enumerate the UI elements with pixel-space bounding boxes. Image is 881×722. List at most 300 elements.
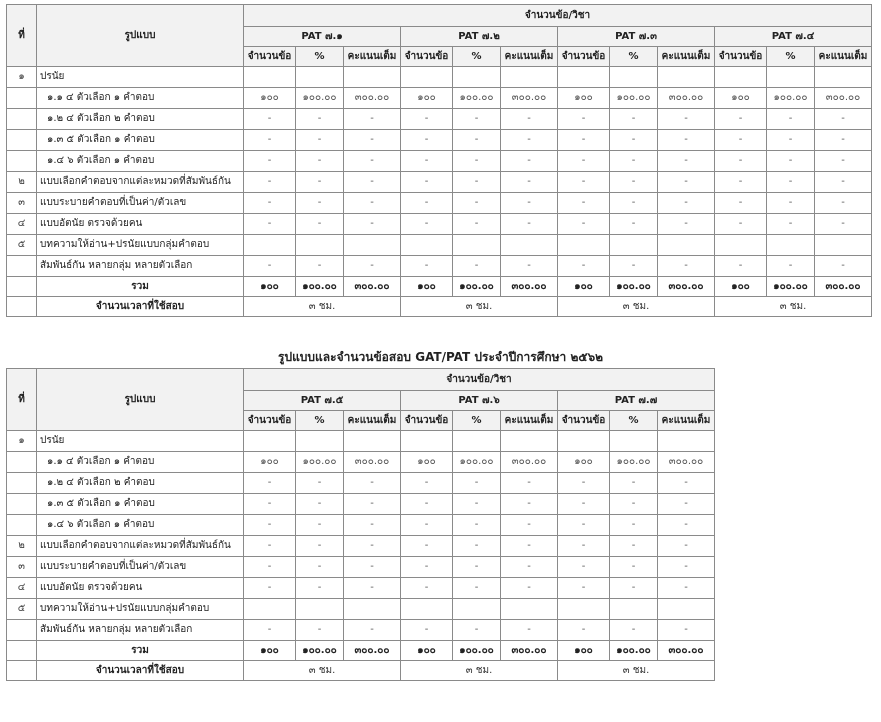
row-value-cell: - (453, 536, 501, 557)
row-value-cell: - (610, 578, 658, 599)
total-row (7, 277, 872, 297)
row-value-cell: - (244, 620, 296, 641)
row-value-cell: - (610, 494, 658, 515)
row-value-cell: - (815, 109, 872, 130)
row-value-cell: - (610, 130, 658, 151)
row-value-cell (558, 67, 610, 88)
row-value-cell: - (501, 151, 558, 172)
row-value-cell (244, 67, 296, 88)
total-value-cell: ๑๐๐.๐๐ (453, 277, 501, 297)
row-value-cell: - (344, 620, 401, 641)
row-value-cell (453, 599, 501, 620)
row-number (7, 452, 37, 473)
row-value-cell: - (558, 172, 610, 193)
row-value-cell (296, 599, 344, 620)
row-number (7, 515, 37, 536)
col-count-header: จำนวนข้อ (244, 411, 296, 431)
row-value-cell: - (558, 130, 610, 151)
row-number: ๒ (7, 172, 37, 193)
subject-header: PAT ๗.๒ (401, 27, 558, 47)
table-row (7, 88, 872, 109)
row-value-cell: - (558, 256, 610, 277)
row-number (7, 473, 37, 494)
row-value-cell: - (558, 214, 610, 235)
row-value-cell: ๑๐๐.๐๐ (296, 88, 344, 109)
total-value-cell: ๑๐๐ (715, 277, 767, 297)
row-value-cell: - (401, 109, 453, 130)
row-value-cell: - (658, 193, 715, 214)
row-value-cell: - (296, 172, 344, 193)
subject-header: PAT ๗.๓ (558, 27, 715, 47)
row-value-cell (244, 431, 296, 452)
table-row (7, 452, 715, 473)
row-value-cell: - (658, 473, 715, 494)
row-value-cell: - (658, 172, 715, 193)
total-value-cell: ๑๐๐ (244, 641, 296, 661)
table-row (7, 172, 872, 193)
row-value-cell (558, 235, 610, 256)
row-value-cell: - (658, 109, 715, 130)
table-row (7, 67, 872, 88)
row-number (7, 256, 37, 277)
total-value-cell: ๑๐๐.๐๐ (296, 277, 344, 297)
row-value-cell: - (344, 130, 401, 151)
row-value-cell: - (501, 473, 558, 494)
row-value-cell (296, 67, 344, 88)
row-value-cell: ๑๐๐.๐๐ (453, 88, 501, 109)
row-number (7, 151, 37, 172)
row-value-cell: - (296, 130, 344, 151)
row-value-cell: - (453, 620, 501, 641)
time-no-cell (7, 297, 37, 317)
subject-header: PAT ๗.๑ (244, 27, 401, 47)
row-value-cell: - (767, 172, 815, 193)
row-value-cell: - (296, 557, 344, 578)
subject-header: PAT ๗.๔ (715, 27, 872, 47)
row-value-cell (296, 235, 344, 256)
row-value-cell: - (401, 557, 453, 578)
exam-format-table (6, 368, 715, 681)
row-value-cell: - (344, 536, 401, 557)
time-value-cell: ๓ ชม. (244, 661, 401, 681)
total-no-cell (7, 277, 37, 297)
row-value-cell: - (501, 130, 558, 151)
row-value-cell: - (715, 130, 767, 151)
row-value-cell: - (453, 214, 501, 235)
row-value-cell: - (558, 620, 610, 641)
row-number: ๒ (7, 536, 37, 557)
row-format-label: ๑.๔ ๖ ตัวเลือก ๑ คำตอบ (37, 151, 244, 172)
table-row (7, 214, 872, 235)
row-value-cell: - (244, 256, 296, 277)
total-value-cell: ๓๐๐.๐๐ (658, 277, 715, 297)
table-row (7, 599, 715, 620)
subject-header: PAT ๗.๗ (558, 391, 715, 411)
row-value-cell: - (501, 515, 558, 536)
row-value-cell (401, 431, 453, 452)
total-value-cell: ๑๐๐.๐๐ (610, 277, 658, 297)
table-row (7, 557, 715, 578)
row-value-cell (453, 431, 501, 452)
group-header: จำนวนข้อ/วิชา (244, 5, 872, 27)
row-value-cell: - (344, 473, 401, 494)
row-value-cell: - (610, 256, 658, 277)
row-format-label: สัมพันธ์กัน หลายกลุ่ม หลายตัวเลือก (37, 256, 244, 277)
row-value-cell (244, 599, 296, 620)
table-row (7, 473, 715, 494)
exam-format-table (6, 4, 872, 317)
total-value-cell: ๓๐๐.๐๐ (501, 641, 558, 661)
row-value-cell: - (401, 620, 453, 641)
row-value-cell: ๑๐๐.๐๐ (296, 452, 344, 473)
row-value-cell (344, 235, 401, 256)
row-value-cell (501, 431, 558, 452)
col-count-header: จำนวนข้อ (715, 47, 767, 67)
row-value-cell: ๑๐๐.๐๐ (610, 452, 658, 473)
row-format-label: แบบเลือกคำตอบจากแต่ละหมวดที่สัมพันธ์กัน (37, 536, 244, 557)
total-label: รวม (37, 277, 244, 297)
row-value-cell: - (815, 130, 872, 151)
row-value-cell: - (401, 473, 453, 494)
row-value-cell: - (658, 620, 715, 641)
row-value-cell: ๓๐๐.๐๐ (344, 452, 401, 473)
row-value-cell: - (344, 151, 401, 172)
row-value-cell (610, 235, 658, 256)
row-number: ๕ (7, 235, 37, 256)
total-value-cell: ๑๐๐ (244, 277, 296, 297)
row-value-cell: - (815, 151, 872, 172)
row-value-cell: - (453, 172, 501, 193)
row-value-cell: - (658, 494, 715, 515)
header-row (7, 5, 872, 27)
row-value-cell (244, 235, 296, 256)
row-value-cell: - (244, 172, 296, 193)
row-value-cell (401, 235, 453, 256)
col-count-header: จำนวนข้อ (558, 47, 610, 67)
row-value-cell: - (244, 536, 296, 557)
row-number (7, 494, 37, 515)
row-value-cell: - (401, 193, 453, 214)
row-value-cell (658, 431, 715, 452)
row-value-cell: - (815, 256, 872, 277)
row-number (7, 620, 37, 641)
row-number (7, 109, 37, 130)
row-format-label: แบบระบายคำตอบที่เป็นค่า/ตัวเลข (37, 557, 244, 578)
row-value-cell: - (715, 193, 767, 214)
row-value-cell: - (715, 256, 767, 277)
row-number: ๑ (7, 67, 37, 88)
row-format-label: ปรนัย (37, 431, 244, 452)
row-value-cell: - (558, 578, 610, 599)
row-value-cell: - (296, 109, 344, 130)
row-format-label: บทความให้อ่าน+ปรนัยแบบกลุ่มคำตอบ (37, 235, 244, 256)
row-value-cell: - (501, 620, 558, 641)
row-value-cell: - (244, 578, 296, 599)
col-count-header: จำนวนข้อ (401, 47, 453, 67)
row-value-cell: - (658, 130, 715, 151)
row-value-cell: - (558, 536, 610, 557)
page-title: รูปแบบและจำนวนข้อสอบ GAT/PAT ประจำปีการศึกษา ๒๕๖๒ (278, 350, 603, 364)
row-number (7, 130, 37, 151)
row-value-cell (610, 599, 658, 620)
row-format-label: ๑.๑ ๔ ตัวเลือก ๑ คำตอบ (37, 88, 244, 109)
row-format-label: ๑.๒ ๔ ตัวเลือก ๒ คำตอบ (37, 109, 244, 130)
total-value-cell: ๑๐๐ (558, 641, 610, 661)
row-value-cell: - (244, 515, 296, 536)
row-value-cell: - (767, 151, 815, 172)
row-value-cell: - (401, 494, 453, 515)
no-header: ที่ (7, 5, 37, 67)
row-value-cell: - (296, 151, 344, 172)
row-value-cell: - (401, 214, 453, 235)
table-row (7, 130, 872, 151)
row-value-cell: - (296, 620, 344, 641)
row-value-cell: - (610, 214, 658, 235)
row-value-cell: - (344, 214, 401, 235)
row-format-label: สัมพันธ์กัน หลายกลุ่ม หลายตัวเลือก (37, 620, 244, 641)
row-value-cell: - (453, 578, 501, 599)
row-value-cell: - (610, 620, 658, 641)
row-value-cell: - (344, 172, 401, 193)
time-label: จำนวนเวลาที่ใช้สอบ (37, 661, 244, 681)
row-value-cell: - (453, 109, 501, 130)
col-fullscore-header: คะแนนเต็ม (501, 411, 558, 431)
col-percent-header: % (296, 411, 344, 431)
row-format-label: แบบอัตนัย ตรวจด้วยคน (37, 578, 244, 599)
total-value-cell: ๑๐๐.๐๐ (453, 641, 501, 661)
total-value-cell: ๑๐๐.๐๐ (610, 641, 658, 661)
time-label: จำนวนเวลาที่ใช้สอบ (37, 297, 244, 317)
row-value-cell: - (558, 515, 610, 536)
time-value-cell: ๓ ชม. (401, 297, 558, 317)
row-value-cell: ๑๐๐ (244, 88, 296, 109)
row-value-cell: - (610, 193, 658, 214)
row-value-cell: - (501, 256, 558, 277)
col-count-header: จำนวนข้อ (558, 411, 610, 431)
total-value-cell: ๓๐๐.๐๐ (344, 641, 401, 661)
row-format-label: ๑.๒ ๔ ตัวเลือก ๒ คำตอบ (37, 473, 244, 494)
row-value-cell: - (501, 557, 558, 578)
col-percent-header: % (610, 47, 658, 67)
row-value-cell (401, 67, 453, 88)
row-value-cell: - (296, 515, 344, 536)
row-value-cell: - (453, 557, 501, 578)
row-value-cell: - (610, 473, 658, 494)
table-row (7, 109, 872, 130)
row-value-cell: - (344, 557, 401, 578)
row-value-cell: - (715, 172, 767, 193)
col-percent-header: % (296, 47, 344, 67)
row-value-cell (501, 235, 558, 256)
row-format-label: แบบระบายคำตอบที่เป็นค่า/ตัวเลข (37, 193, 244, 214)
row-value-cell: ๑๐๐.๐๐ (453, 452, 501, 473)
col-percent-header: % (453, 411, 501, 431)
row-value-cell: - (767, 193, 815, 214)
total-value-cell: ๑๐๐.๐๐ (767, 277, 815, 297)
row-number: ๔ (7, 578, 37, 599)
row-format-label: ๑.๑ ๔ ตัวเลือก ๑ คำตอบ (37, 452, 244, 473)
row-value-cell (658, 67, 715, 88)
row-value-cell: - (558, 109, 610, 130)
row-value-cell: - (453, 473, 501, 494)
time-no-cell (7, 661, 37, 681)
row-value-cell: - (344, 256, 401, 277)
row-value-cell: - (501, 578, 558, 599)
row-value-cell (453, 235, 501, 256)
row-format-label: ๑.๓ ๕ ตัวเลือก ๑ คำตอบ (37, 494, 244, 515)
time-value-cell: ๓ ชม. (558, 661, 715, 681)
total-value-cell: ๑๐๐ (401, 277, 453, 297)
header-row (7, 369, 715, 391)
row-value-cell: - (767, 256, 815, 277)
row-value-cell: ๓๐๐.๐๐ (658, 88, 715, 109)
row-value-cell (767, 235, 815, 256)
row-value-cell: - (558, 494, 610, 515)
row-value-cell: - (558, 193, 610, 214)
row-format-label: ๑.๓ ๕ ตัวเลือก ๑ คำตอบ (37, 130, 244, 151)
row-value-cell: ๑๐๐.๐๐ (610, 88, 658, 109)
row-value-cell (296, 431, 344, 452)
row-value-cell (610, 67, 658, 88)
row-value-cell (558, 431, 610, 452)
row-number: ๑ (7, 431, 37, 452)
row-value-cell: - (658, 557, 715, 578)
row-value-cell: - (453, 515, 501, 536)
row-value-cell (401, 599, 453, 620)
row-value-cell: - (501, 214, 558, 235)
row-value-cell: - (453, 193, 501, 214)
row-value-cell: - (244, 151, 296, 172)
total-label: รวม (37, 641, 244, 661)
subject-header: PAT ๗.๕ (244, 391, 401, 411)
row-value-cell: - (296, 193, 344, 214)
row-value-cell (767, 67, 815, 88)
row-value-cell: - (558, 473, 610, 494)
row-value-cell: - (401, 151, 453, 172)
row-value-cell: - (501, 494, 558, 515)
time-value-cell: ๓ ชม. (558, 297, 715, 317)
row-value-cell: - (815, 193, 872, 214)
table-row (7, 193, 872, 214)
row-value-cell: - (658, 578, 715, 599)
table-row (7, 235, 872, 256)
row-value-cell: - (244, 193, 296, 214)
table-row (7, 151, 872, 172)
row-value-cell: - (658, 151, 715, 172)
row-value-cell: - (658, 515, 715, 536)
total-value-cell: ๑๐๐ (401, 641, 453, 661)
row-value-cell: ๑๐๐ (244, 452, 296, 473)
col-count-header: จำนวนข้อ (401, 411, 453, 431)
row-value-cell: - (815, 214, 872, 235)
row-value-cell: - (453, 494, 501, 515)
row-value-cell: - (401, 172, 453, 193)
row-value-cell (658, 235, 715, 256)
row-format-label: แบบเลือกคำตอบจากแต่ละหมวดที่สัมพันธ์กัน (37, 172, 244, 193)
col-fullscore-header: คะแนนเต็ม (501, 47, 558, 67)
time-value-cell: ๓ ชม. (715, 297, 872, 317)
form-header: รูปแบบ (37, 369, 244, 431)
row-value-cell: - (244, 473, 296, 494)
row-value-cell (658, 599, 715, 620)
row-value-cell: - (296, 256, 344, 277)
table-row (7, 515, 715, 536)
row-value-cell: - (815, 172, 872, 193)
row-value-cell: - (501, 109, 558, 130)
row-value-cell: - (244, 557, 296, 578)
row-value-cell (344, 67, 401, 88)
row-format-label: แบบอัตนัย ตรวจด้วยคน (37, 214, 244, 235)
row-value-cell (815, 67, 872, 88)
row-value-cell: - (767, 130, 815, 151)
row-value-cell: - (610, 515, 658, 536)
row-number: ๓ (7, 193, 37, 214)
no-header: ที่ (7, 369, 37, 431)
row-format-label: ปรนัย (37, 67, 244, 88)
row-value-cell: ๓๐๐.๐๐ (344, 88, 401, 109)
row-value-cell: - (501, 536, 558, 557)
row-value-cell: - (767, 109, 815, 130)
row-value-cell: ๑๐๐ (401, 88, 453, 109)
col-fullscore-header: คะแนนเต็ม (344, 47, 401, 67)
row-value-cell: - (401, 515, 453, 536)
row-number (7, 88, 37, 109)
row-value-cell: - (658, 536, 715, 557)
row-value-cell: - (401, 578, 453, 599)
row-value-cell: ๓๐๐.๐๐ (658, 452, 715, 473)
row-number: ๔ (7, 214, 37, 235)
table-row (7, 620, 715, 641)
row-value-cell: - (344, 109, 401, 130)
col-fullscore-header: คะแนนเต็ม (658, 47, 715, 67)
row-value-cell: - (296, 473, 344, 494)
total-value-cell: ๓๐๐.๐๐ (501, 277, 558, 297)
row-value-cell: ๑๐๐ (715, 88, 767, 109)
row-value-cell: - (715, 151, 767, 172)
row-value-cell: - (401, 130, 453, 151)
total-row (7, 641, 715, 661)
col-percent-header: % (767, 47, 815, 67)
row-value-cell (501, 599, 558, 620)
time-row (7, 661, 715, 681)
row-value-cell (715, 235, 767, 256)
row-value-cell: - (453, 256, 501, 277)
row-value-cell: - (344, 494, 401, 515)
row-value-cell: ๑๐๐ (558, 452, 610, 473)
row-value-cell: - (244, 109, 296, 130)
row-number: ๓ (7, 557, 37, 578)
row-value-cell: - (296, 578, 344, 599)
row-format-label: ๑.๔ ๖ ตัวเลือก ๑ คำตอบ (37, 515, 244, 536)
row-value-cell: - (715, 109, 767, 130)
row-value-cell: ๓๐๐.๐๐ (501, 452, 558, 473)
row-value-cell: - (344, 193, 401, 214)
col-percent-header: % (610, 411, 658, 431)
row-number: ๕ (7, 599, 37, 620)
row-value-cell: ๑๐๐.๐๐ (767, 88, 815, 109)
col-fullscore-header: คะแนนเต็ม (344, 411, 401, 431)
row-value-cell: - (296, 214, 344, 235)
row-value-cell (344, 431, 401, 452)
col-percent-header: % (453, 47, 501, 67)
row-value-cell: - (244, 130, 296, 151)
total-value-cell: ๑๐๐ (558, 277, 610, 297)
col-fullscore-header: คะแนนเต็ม (658, 411, 715, 431)
row-value-cell: - (501, 193, 558, 214)
row-value-cell: - (715, 214, 767, 235)
table-row (7, 536, 715, 557)
row-value-cell: - (453, 130, 501, 151)
